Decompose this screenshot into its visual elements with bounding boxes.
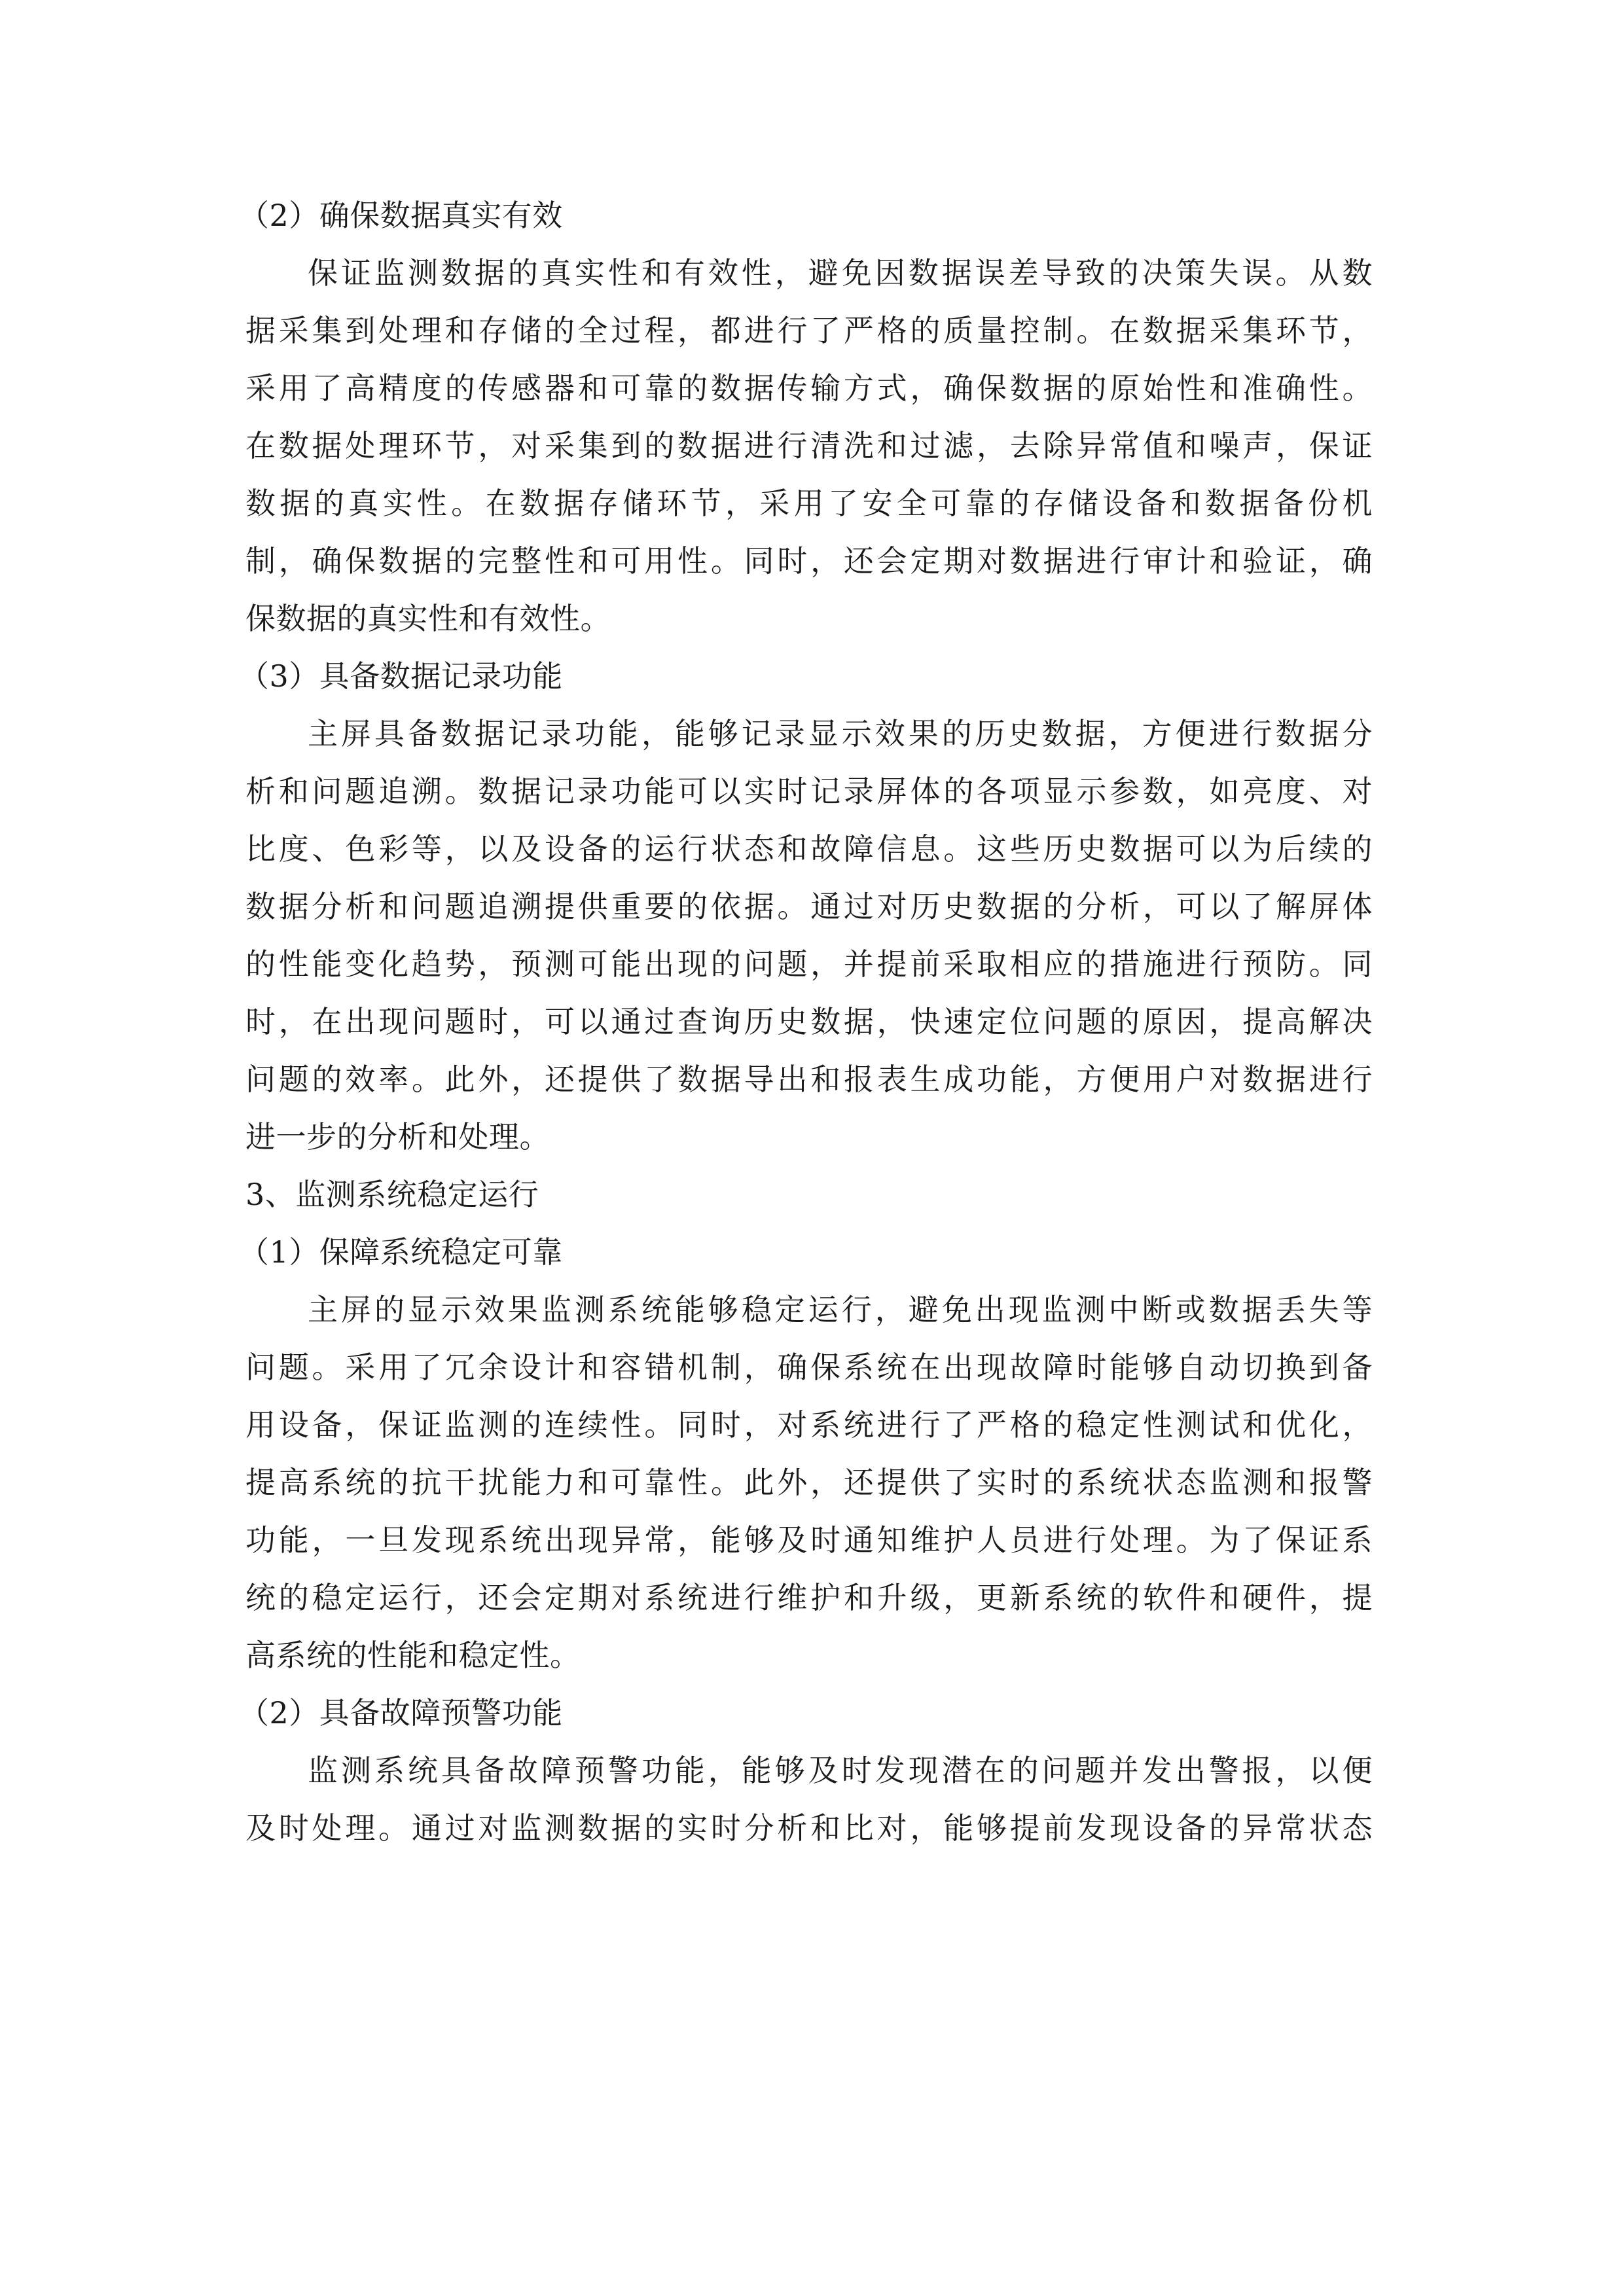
paragraph-line: 时，在出现问题时，可以通过查询历史数据，快速定位问题的原因，提高解决 <box>245 1004 1373 1039</box>
paragraph-line: 统的稳定运行，还会定期对系统进行维护和升级，更新系统的软件和硬件，提 <box>245 1580 1373 1615</box>
paragraph-line: 问题的效率。此外，还提供了数据导出和报表生成功能，方便用户对数据进行 <box>245 1062 1373 1097</box>
heading-data-recording: （3）具备数据记录功能 <box>239 658 563 694</box>
paragraph-line: 在数据处理环节，对采集到的数据进行清洗和过滤，去除异常值和噪声，保证 <box>245 428 1373 463</box>
document-page <box>239 187 1373 1857</box>
paragraph-line: 及时处理。通过对监测数据的实时分析和比对，能够提前发现设备的异常状态 <box>245 1810 1373 1846</box>
paragraph-line: 比度、色彩等，以及设备的运行状态和故障信息。这些历史数据可以为后续的 <box>245 831 1373 867</box>
paragraph-line: 主屏具备数据记录功能，能够记录显示效果的历史数据，方便进行数据分 <box>308 716 1373 751</box>
paragraph-line: 用设备，保证监测的连续性。同时，对系统进行了严格的稳定性测试和优化， <box>245 1407 1373 1443</box>
paragraph-line: 数据的真实性。在数据存储环节，采用了安全可靠的存储设备和数据备份机 <box>245 486 1373 521</box>
heading-fault-warning: （2）具备故障预警功能 <box>239 1695 563 1731</box>
heading-ensure-data-authentic: （2）确保数据真实有效 <box>239 198 563 233</box>
paragraph-line: 据采集到处理和存储的全过程，都进行了严格的质量控制。在数据采集环节， <box>245 313 1373 348</box>
paragraph-line: 制，确保数据的完整性和可用性。同时，还会定期对数据进行审计和验证，确 <box>245 543 1373 579</box>
paragraph-line: 的性能变化趋势，预测可能出现的问题，并提前采取相应的措施进行预防。同 <box>245 946 1373 982</box>
paragraph-line: 保数据的真实性和有效性。 <box>245 601 611 636</box>
paragraph-line: 监测系统具备故障预警功能，能够及时发现潜在的问题并发出警报，以便 <box>308 1753 1373 1788</box>
paragraph-line: 主屏的显示效果监测系统能够稳定运行，避免出现监测中断或数据丢失等 <box>308 1292 1373 1327</box>
paragraph-line: 析和问题追溯。数据记录功能可以实时记录屏体的各项显示参数，如亮度、对 <box>245 774 1373 809</box>
paragraph-line: 进一步的分析和处理。 <box>245 1119 550 1155</box>
paragraph-line: 问题。采用了冗余设计和容错机制，确保系统在出现故障时能够自动切换到备 <box>245 1350 1373 1385</box>
paragraph-line: 提高系统的抗干扰能力和可靠性。此外，还提供了实时的系统状态监测和报警 <box>245 1465 1373 1500</box>
section-title-stable-operation: 3、监测系统稳定运行 <box>245 1177 539 1212</box>
paragraph-line: 保证监测数据的真实性和有效性，避免因数据误差导致的决策失误。从数 <box>308 255 1373 291</box>
paragraph-line: 功能，一旦发现系统出现异常，能够及时通知维护人员进行处理。为了保证系 <box>245 1522 1373 1558</box>
paragraph-line: 采用了高精度的传感器和可靠的数据传输方式，确保数据的原始性和准确性。 <box>245 370 1373 406</box>
paragraph-line: 高系统的性能和稳定性。 <box>245 1638 581 1673</box>
paragraph-line: 数据分析和问题追溯提供重要的依据。通过对历史数据的分析，可以了解屏体 <box>245 889 1373 924</box>
heading-system-reliable: （1）保障系统稳定可靠 <box>239 1234 563 1270</box>
